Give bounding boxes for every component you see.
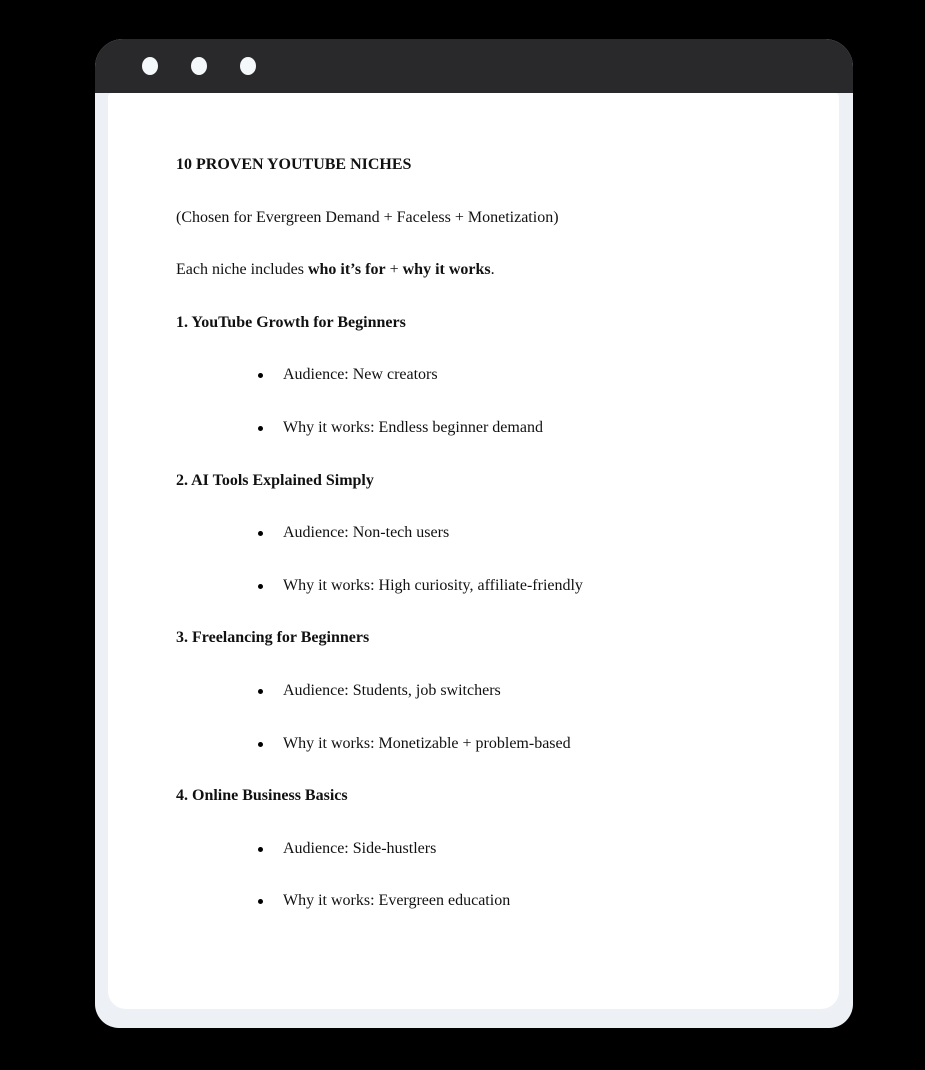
intro-prefix: Each niche includes — [176, 261, 308, 279]
bullet-item: Audience: New creators — [176, 364, 799, 386]
bullet-item: Why it works: Endless beginner demand — [176, 417, 799, 439]
window-titlebar — [95, 39, 853, 93]
document-panel — [108, 93, 839, 1009]
window-control-dot-icon[interactable] — [142, 57, 158, 75]
niche-bullet-list — [176, 364, 799, 439]
bullet-item: Audience: Non-tech users — [176, 522, 799, 544]
doc-intro-line — [176, 259, 799, 281]
doc-subtitle: (Chosen for Evergreen Demand + Faceless + Monetization) — [176, 208, 559, 226]
bullet-item: Audience: Side-hustlers — [176, 838, 799, 860]
niche-heading: 1. YouTube Growth for Beginners — [176, 313, 406, 331]
niche-bullet-list — [176, 522, 799, 597]
intro-bold-why: why it works — [402, 261, 491, 279]
bullet-item: Audience: Students, job switchers — [176, 680, 799, 702]
browser-window — [95, 39, 853, 1028]
niche-section-4 — [176, 785, 799, 912]
niche-section-2 — [176, 470, 799, 597]
intro-bold-who: who it’s for — [307, 261, 386, 279]
niche-heading: 4. Online Business Basics — [176, 787, 348, 805]
niche-bullet-list — [176, 838, 799, 913]
niche-section-3 — [176, 627, 799, 754]
bullet-item: Why it works: Evergreen education — [176, 890, 799, 912]
bullet-item: Why it works: Monetizable + problem-based — [176, 733, 799, 755]
bullet-item: Why it works: High curiosity, affiliate-friendly — [176, 575, 799, 597]
intro-mid: + — [385, 261, 403, 279]
doc-title: 10 PROVEN YOUTUBE NICHES — [176, 156, 412, 173]
window-control-dot-icon[interactable] — [240, 57, 256, 75]
intro-suffix: . — [490, 261, 495, 279]
window-control-dot-icon[interactable] — [191, 57, 207, 75]
niche-bullet-list — [176, 680, 799, 755]
niche-heading: 3. Freelancing for Beginners — [176, 629, 370, 647]
document — [108, 93, 839, 912]
niche-heading: 2. AI Tools Explained Simply — [176, 471, 374, 489]
niche-section-1 — [176, 312, 799, 439]
